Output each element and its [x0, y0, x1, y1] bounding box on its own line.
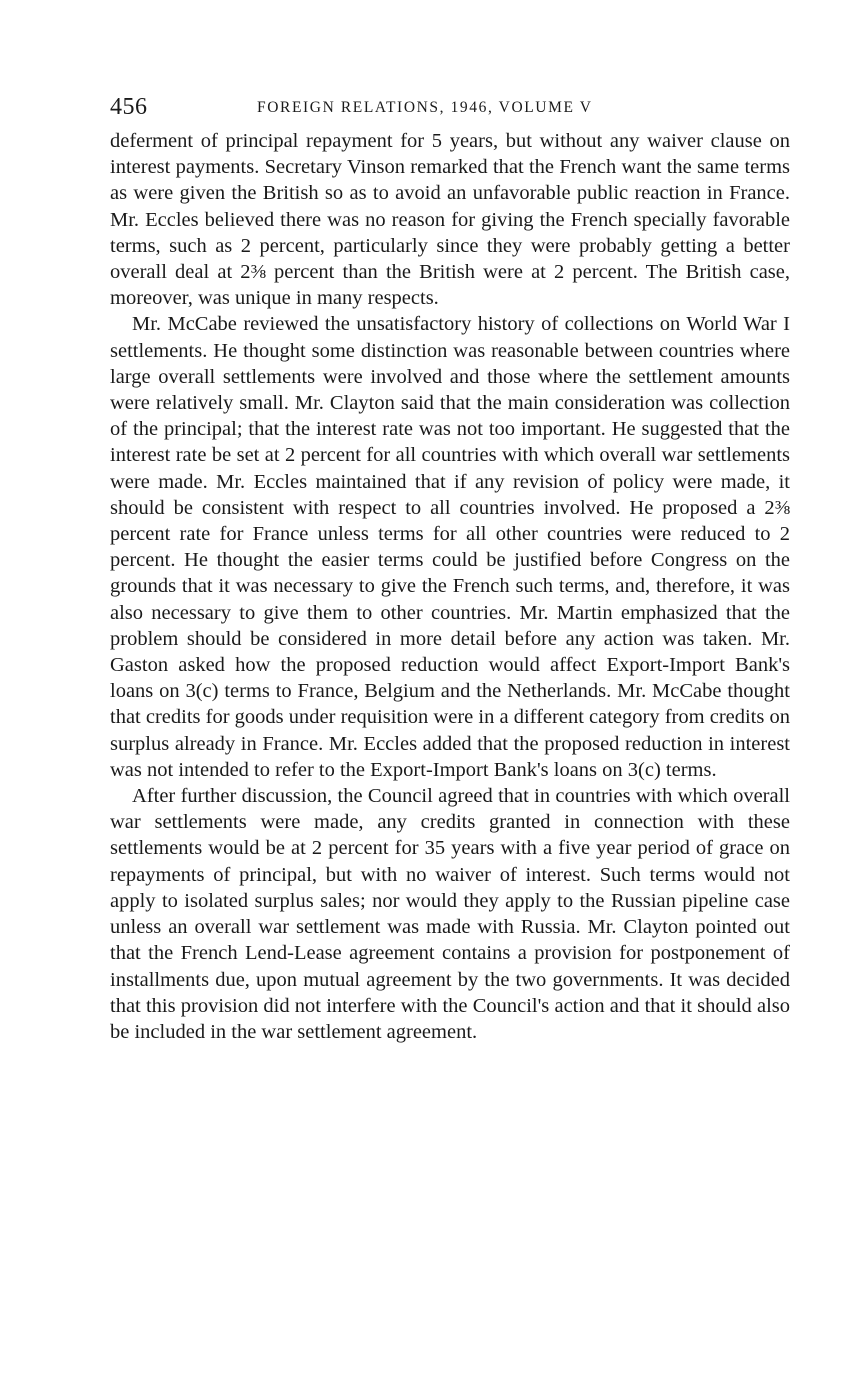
- paragraph-mccabe-review: Mr. McCabe reviewed the unsatisfactory history of collections on World War I settlements. He thought some distinction was reasonable between countries where large overall settlements were involved and those where the settlement amounts were relatively small. Mr. Clayton said that the main consideration was collection of the principal; that the interest rate was not too important. He suggested that the interest rate be set at 2 percent for all countries with which overall war settlements were made. Mr. Eccles maintained that if any revision of policy were made, it should be consistent with respect to all countries involved. He proposed a 2⅜ percent rate for France unless terms for all other countries were reduced to 2 percent. He thought the easier terms could be justified before Congress on the grounds that it was necessary to give the French such terms, and, therefore, it was also necessary to give them to other countries. Mr. Martin emphasized that the problem should be considered in more detail before any action was taken. Mr. Gaston asked how the proposed reduction would affect Export-Import Bank's loans on 3(c) terms to France, Belgium and the Netherlands. Mr. McCabe thought that credits for goods under requisition were in a different category from credits on surplus already in France. Mr. Eccles added that the proposed reduction in interest was not intended to refer to the Export-Import Bank's loans on 3(c) terms.: [110, 313, 790, 781]
- running-title: FOREIGN RELATIONS, 1946, VOLUME V: [257, 99, 593, 116]
- paragraph-council-agreement: After further discussion, the Council agreed that in countries with which overall war settlements were made, any credits granted in connection with these settlements would be at 2 percent for 35 years with a five year period of grace on repayments of principal, but with no waiver of interest. Such terms would not apply to isolated surplus sales; nor would they apply to the Russian pipeline case unless an overall war settlement was made with Russia. Mr. Clayton pointed out that the French Lend-Lease agreement contains a provision for postponement of installments due, upon mutual agreement by the two governments. It was decided that this provision did not interfere with the Council's action and that it should also be included in the war settlement agreement.: [110, 785, 790, 1043]
- document-page: [110, 92, 790, 1045]
- running-header: [110, 92, 790, 126]
- body-text: [110, 128, 790, 1045]
- page-number: 456: [110, 94, 148, 120]
- paragraph-continuation: deferment of principal repayment for 5 years, but without any waiver clause on interest payments. Secretary Vinson remarked that the French want the same terms as were given the British so as to avoid an unfavorable public reaction in France. Mr. Eccles believed there was no reason for giving the French specially favorable terms, such as 2 percent, particularly since they were probably getting a better overall deal at 2⅜ percent than the British were at 2 percent. The British case, moreover, was unique in many respects.: [110, 130, 790, 310]
